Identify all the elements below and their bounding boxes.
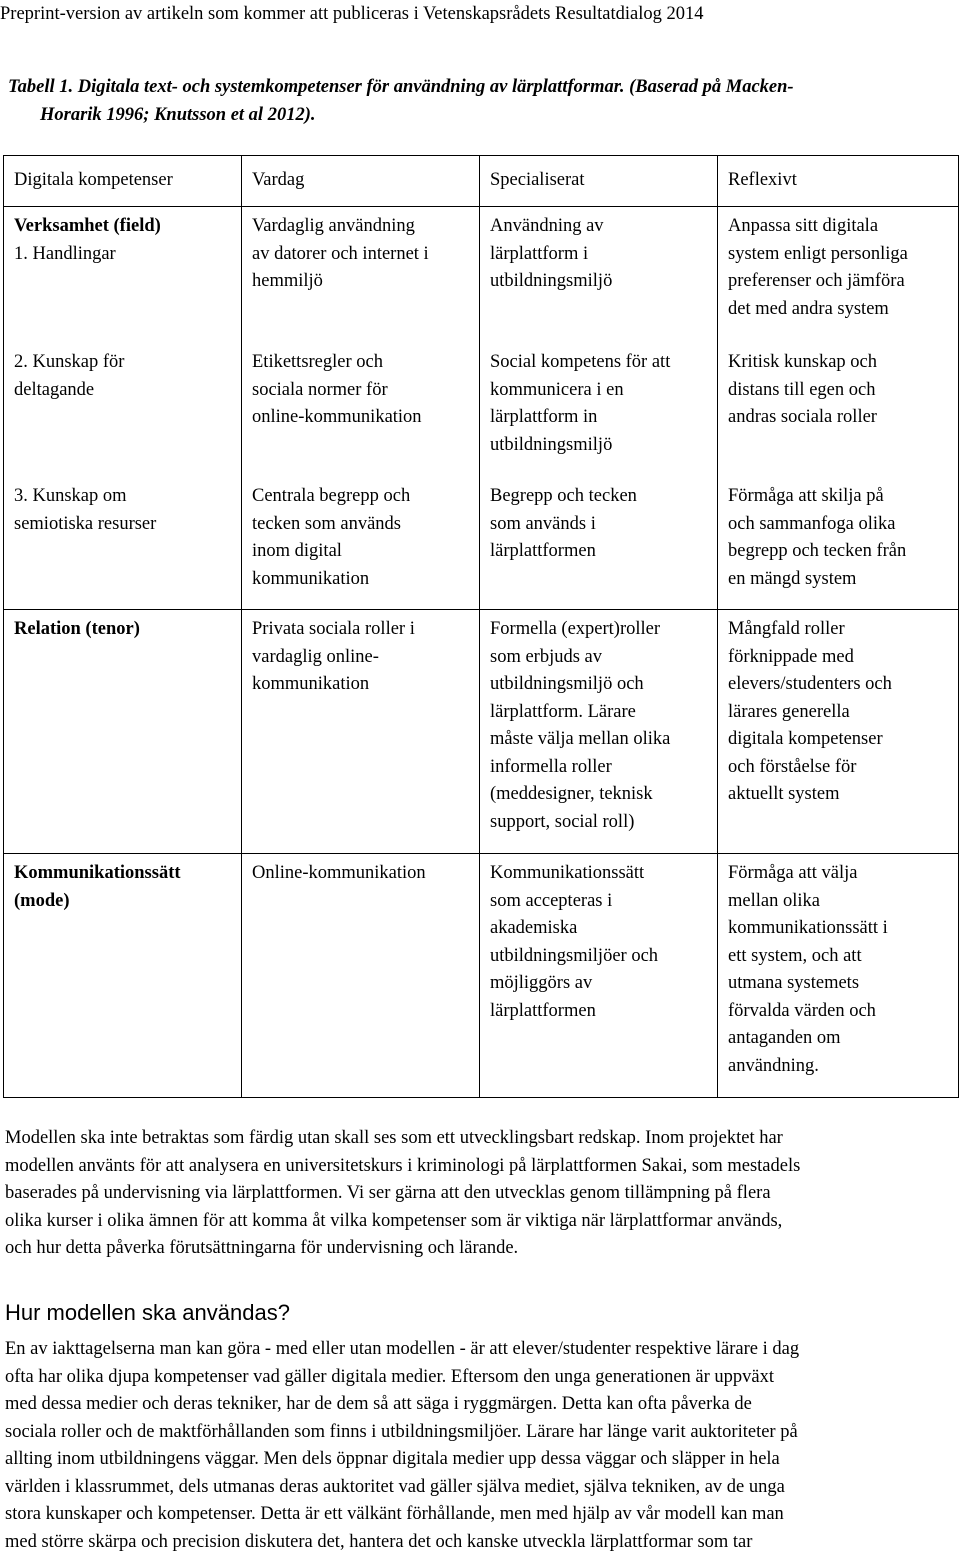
cell-line: lärplattform. Lärare [490,701,636,722]
caption-line: Tabell 1. Digitala text- och systemkompetenser för användning av lärplattformar. (Baserad på Macken- [8,77,794,97]
cell-line: Användning av [490,216,604,236]
cell-line: av datorer och internet i [252,243,429,264]
table-row [4,854,959,1098]
running-header: Preprint-version av artikeln som kommer att publiceras i Vetenskapsrådets Resultatdialog 2014 [0,4,704,24]
cell-line: utbildningsmiljö och [490,674,644,694]
cell-line: utbildningsmiljö [490,434,613,455]
row-label: 1. Handlingar [14,243,116,264]
cell-line: vardaglig online- [252,646,379,667]
row-group-label: (mode) [14,890,70,911]
cell-line: preferenser och jämföra [728,271,905,291]
paragraph-line: modellen använts för att analysera en universitetskurs i kriminologi på lärplattformen Sakai, som mestadels [5,1155,801,1176]
row-label-cell [4,343,242,477]
cell-line: aktuellt system [728,784,840,804]
table-cell [242,343,480,477]
paragraph-line: världen i klassrummet, dels utmanas deras auktoritet vad gäller själva mediet, själva tekniken, av de unga [5,1476,785,1497]
cell-line: och sammanfoga olika [728,513,896,534]
paragraph-model-development [5,1125,960,1263]
row-group-label: Verksamhet (field) [14,216,161,236]
column-header-specialiserat: Specialiserat [480,156,718,207]
cell-line: (meddesigner, teknisk [490,784,653,804]
cell-line: tecken som används [252,513,401,534]
cell-line: det med andra system [728,298,889,319]
row-label: semiotiska resurser [14,513,157,534]
cell-line: förknippade med [728,646,854,667]
row-group-label: Kommunikationssätt [14,863,181,883]
cell-line: Kritisk kunskap och [728,352,878,372]
cell-line: kommunicera i en [490,379,624,400]
cell-line: utbildningsmiljö [490,271,613,291]
row-label: deltagande [14,379,95,400]
cell-line: andras sociala roller [728,407,877,427]
table-caption [8,74,953,129]
table-cell [242,610,480,854]
cell-line: utmana systemets [728,973,860,993]
paragraph-line: och hur detta påverka förutsättningarna för undervisning och lärande. [5,1238,519,1258]
table-row [4,477,959,610]
table-row [4,610,959,854]
table-row [4,343,959,477]
cell-line: online-kommunikation [252,407,422,427]
cell-line: distans till egen och [728,379,876,400]
section-heading: Hur modellen ska användas? [5,1300,290,1325]
cell-line: akademiska [490,918,578,938]
cell-line: lärplattformen [490,541,596,561]
cell-line: Privata sociala roller i [252,619,415,639]
cell-line: och förståelse för [728,756,857,777]
row-label-cell [4,854,242,1098]
cell-line: förvalda värden och [728,1000,876,1021]
paragraph-how-to-use [5,1336,960,1556]
table-cell [242,207,480,344]
row-label-cell [4,610,242,854]
cell-line: kommunikationssätt i [728,918,888,938]
cell-line: ett system, och att [728,945,862,966]
cell-line: som används i [490,513,596,534]
column-header-vardag: Vardag [242,156,480,207]
cell-line: informella roller [490,756,612,777]
cell-line: sociala normer för [252,379,388,400]
table-cell [480,854,718,1098]
table-cell [480,477,718,610]
cell-line: lärares generella [728,701,850,722]
cell-line: elevers/studenters och [728,674,892,694]
table-cell [480,343,718,477]
paragraph-line: med större skärpa och precision diskutera det, hantera det och kanske utveckla lärplattformar som tar [5,1531,753,1552]
paragraph-line: baserades på undervisning via lärplattformen. Vi ser gärna att den utvecklas genom tillämpning på flera [5,1183,771,1203]
cell-line: Förmåga att välja [728,863,858,883]
table-row [4,207,959,344]
table-cell [480,207,718,344]
table-cell [242,854,480,1098]
table-cell [242,477,480,610]
row-label-cell [4,477,242,610]
cell-line: som erbjuds av [490,646,603,667]
paragraph-line: sociala roller och de maktförhållanden som finns i utbildningsmiljöer. Lärare har länge varit auktoriteter på [5,1421,798,1442]
cell-line: Begrepp och tecken [490,486,637,506]
cell-line: möjliggörs av [490,973,593,993]
row-label-cell [4,207,242,344]
competence-table [3,155,959,1098]
cell-line: support, social roll) [490,811,635,832]
cell-line: kommunikation [252,674,370,694]
cell-line: Centrala begrepp och [252,486,411,506]
cell-line: Vardaglig användning [252,216,415,236]
table-cell [718,477,959,610]
cell-line: Mångfald roller [728,619,845,639]
cell-line: måste välja mellan olika [490,729,671,749]
column-header-digitala-kompetenser: Digitala kompetenser [4,156,242,207]
paragraph-line: olika kurser i olika ämnen för att komma åt vilka kompetenser som är viktiga när lärplattformar används, [5,1210,783,1231]
table-cell [480,610,718,854]
table-cell [718,207,959,344]
cell-line: kommunikation [252,568,370,589]
cell-line: inom digital [252,541,342,561]
column-header-reflexivt: Reflexivt [718,156,959,207]
paragraph-line: allting inom utbildningens väggar. Men dels öppnar digitala medier upp dessa väggar och släpper in hela [5,1449,780,1469]
cell-line: lärplattformen [490,1000,596,1021]
cell-line: användning. [728,1055,819,1076]
cell-line: begrepp och tecken från [728,541,907,561]
caption-line: Horarik 1996; Knutsson et al 2012). [40,104,316,125]
cell-line: mellan olika [728,890,820,911]
cell-line: en mängd system [728,568,857,589]
cell-line: utbildningsmiljöer och [490,945,659,966]
cell-line: hemmiljö [252,271,323,291]
paragraph-line: En av iakttagelserna man kan göra - med eller utan modellen - är att elever/studenter respektive lärare i dag [5,1339,800,1359]
row-label: 3. Kunskap om [14,486,127,506]
paragraph-line: Modellen ska inte betraktas som färdig utan skall ses som ett utvecklingsbart redskap. Inom projektet har [5,1128,783,1148]
cell-line: Anpassa sitt digitala [728,216,879,236]
cell-line: system enligt personliga [728,243,908,264]
cell-line: Formella (expert)roller [490,619,661,639]
cell-line: digitala kompetenser [728,729,883,749]
cell-line: Etikettsregler och [252,352,383,372]
table-cell [718,854,959,1098]
cell-line: som accepteras i [490,890,613,911]
cell-line: lärplattform in [490,407,598,427]
paragraph-line: med dessa medier och deras tekniker, har de dem så att säga i ryggmärgen. Detta kan ofta påverka de [5,1394,752,1414]
row-label: 2. Kunskap för [14,352,125,372]
paragraph-line: stora kunskaper och kompetenser. Detta är ett välkänt förhållande, men med hjälp av vår modell kan man [5,1504,784,1524]
cell-line: Online-kommunikation [252,863,426,883]
cell-line: lärplattform i [490,243,589,264]
table-cell [718,610,959,854]
cell-line: antaganden om [728,1028,841,1048]
table-cell [718,343,959,477]
paragraph-line: ofta har olika djupa kompetenser vad gäller digitala medier. Eftersom den unga generationen är uppväxt [5,1366,775,1387]
cell-line: Social kompetens för att [490,352,671,372]
row-group-label: Relation (tenor) [14,619,140,639]
table-header-row [4,156,959,207]
cell-line: Kommunikationssätt [490,863,645,883]
cell-line: Förmåga att skilja på [728,486,884,506]
